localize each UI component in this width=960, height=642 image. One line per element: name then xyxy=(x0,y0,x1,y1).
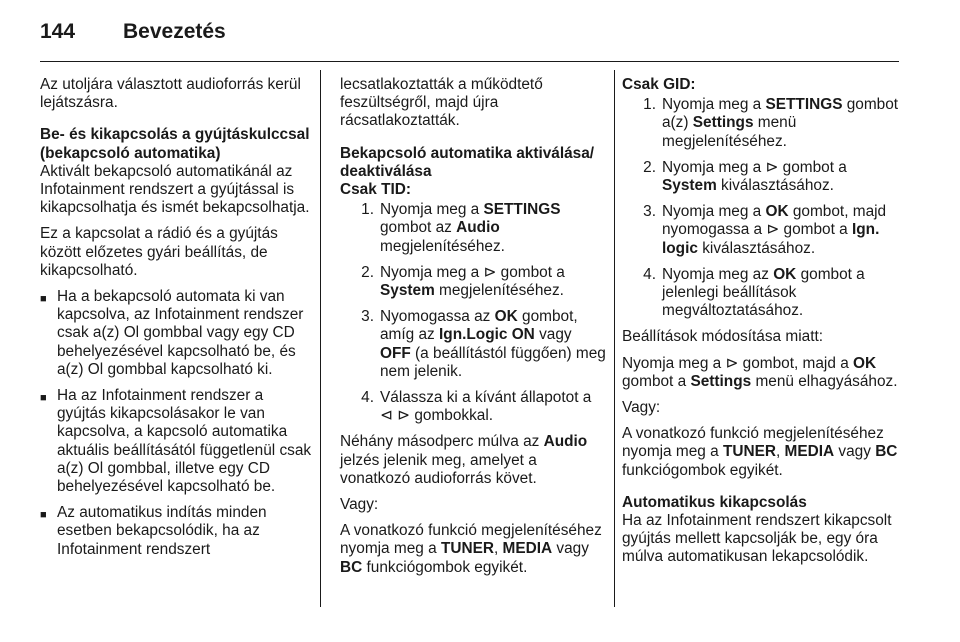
bullet-marker: ■ xyxy=(40,293,47,306)
header-rule xyxy=(40,61,899,62)
section-heading: Be- és kikapcsolás a gyújtáskulccsal (bekapcsoló automatika) xyxy=(40,126,310,162)
section-heading: Automatikus kikapcsolás xyxy=(622,493,807,511)
paragraph: Vagy: xyxy=(340,496,379,514)
step-text: Nyomja meg a OK gombot, majd nyomogassa a ⊳ gombot a Ign. logic kiválasztásához. xyxy=(662,203,887,257)
page-title: Bevezetés xyxy=(123,20,226,43)
step-number: 2. xyxy=(643,158,656,176)
bullet-text: Az automatikus indítás minden esetben bekapcsolódik, ha az Infotainment rendszert xyxy=(57,504,267,558)
step-number: 1. xyxy=(643,96,656,114)
step-number: 4. xyxy=(643,265,656,283)
step-number: 3. xyxy=(361,308,374,326)
step-item xyxy=(622,203,902,258)
step-number: 2. xyxy=(361,263,374,281)
paragraph: Ez a kapcsolat a rádió és a gyújtás között előzetes gyári beállítás, de kikapcsolható. xyxy=(40,225,278,279)
step-text: Válassza ki a kívánt állapotot a ⊲ ⊳ gombokkal. xyxy=(380,389,592,425)
step-number: 1. xyxy=(361,201,374,219)
paragraph: A vonatkozó funkció megjelenítéséhez nyomja meg a TUNER, MEDIA vagy BC funkciógombok egyikét. xyxy=(622,425,898,479)
column-divider-right xyxy=(614,70,615,607)
bullet-marker: ■ xyxy=(40,509,47,522)
section-heading: Bekapcsoló automatika aktiválása/ deaktiválása xyxy=(340,144,595,180)
subheading: Csak GID: xyxy=(622,76,696,93)
step-text: Nyomja meg a ⊳ gombot a System megjelenítéséhez. xyxy=(380,263,565,300)
step-item xyxy=(622,266,902,321)
paragraph: A vonatkozó funkció megjelenítéséhez nyomja meg a TUNER, MEDIA vagy BC funkciógombok egyikét. xyxy=(340,522,602,576)
paragraph: Aktivált bekapcsoló automatikánál az Infotainment rendszert a gyújtással is kikapcsolhatja és ismét bekapcsolhatja. xyxy=(40,162,310,217)
step-item xyxy=(340,201,606,256)
column-3 xyxy=(622,76,902,575)
step-text: Nyomja meg a ⊳ gombot a System kiválasztásához. xyxy=(662,158,847,195)
paragraph: Néhány másodperc múlva az Audio jelzés jelenik meg, amelyet a vonatkozó audioforrás követ. xyxy=(340,433,588,487)
step-text: Nyomja meg az OK gombot a jelenlegi beállítások megváltoztatásához. xyxy=(662,265,865,320)
paragraph: lecsatlakoztatták a működtető feszültségről, majd újra rácsatlakoztatták. xyxy=(340,76,543,130)
column-2 xyxy=(340,76,606,585)
step-number: 3. xyxy=(643,203,656,221)
page-number: 144 xyxy=(40,20,76,43)
paragraph: Vagy: xyxy=(622,399,661,417)
paragraph: Nyomja meg a ⊳ gombot, majd a OK gombot a Settings menü elhagyásához. xyxy=(622,354,898,390)
bullet-marker: ■ xyxy=(40,392,47,405)
bullet-item xyxy=(40,504,312,559)
step-item xyxy=(622,96,902,151)
bullet-text: Ha a bekapcsoló automata ki van kapcsolva, az Infotainment rendszer csak a(z) Ol gombbal vagy egy CD behelyezésével kapcsolható be, és a(z) Ol gombbal kapcsolható ki. xyxy=(57,288,304,378)
step-text: Nyomja meg a SETTINGS gombot az Audio megjelenítéséhez. xyxy=(380,201,561,255)
paragraph: Beállítások módosítása miatt: xyxy=(622,328,824,346)
step-item xyxy=(340,389,606,425)
step-item xyxy=(340,264,606,300)
column-divider-left xyxy=(320,70,321,607)
step-item xyxy=(622,159,902,195)
bullet-item xyxy=(40,387,312,496)
step-text: Nyomja meg a SETTINGS gombot a(z) Settings menü megjelenítéséhez. xyxy=(662,96,899,150)
step-item xyxy=(340,308,606,381)
step-text: Nyomogassa az OK gombot, amíg az Ign.Logic ON vagy OFF (a beállítástól függően) meg nem jelenik. xyxy=(380,308,606,380)
subheading: Csak TID: xyxy=(340,181,411,199)
paragraph: Ha az Infotainment rendszert kikapcsolt gyújtás mellett kapcsolják be, egy óra múlva automatikusan lekapcsolódik. xyxy=(622,512,892,566)
page-header xyxy=(40,14,910,52)
step-number: 4. xyxy=(361,389,374,407)
bullet-item xyxy=(40,288,312,379)
column-1 xyxy=(40,76,312,567)
intro-paragraph: Az utoljára választott audioforrás kerül lejátszásra. xyxy=(40,76,301,112)
bullet-text: Ha az Infotainment rendszer a gyújtás kikapcsolásakor le van kapcsolva, a kapcsoló automatika aktuális beállításától függetlenül csak a(z) Ol gombbal, illetve egy CD behelyezésével kapcsolható be. xyxy=(57,387,312,496)
